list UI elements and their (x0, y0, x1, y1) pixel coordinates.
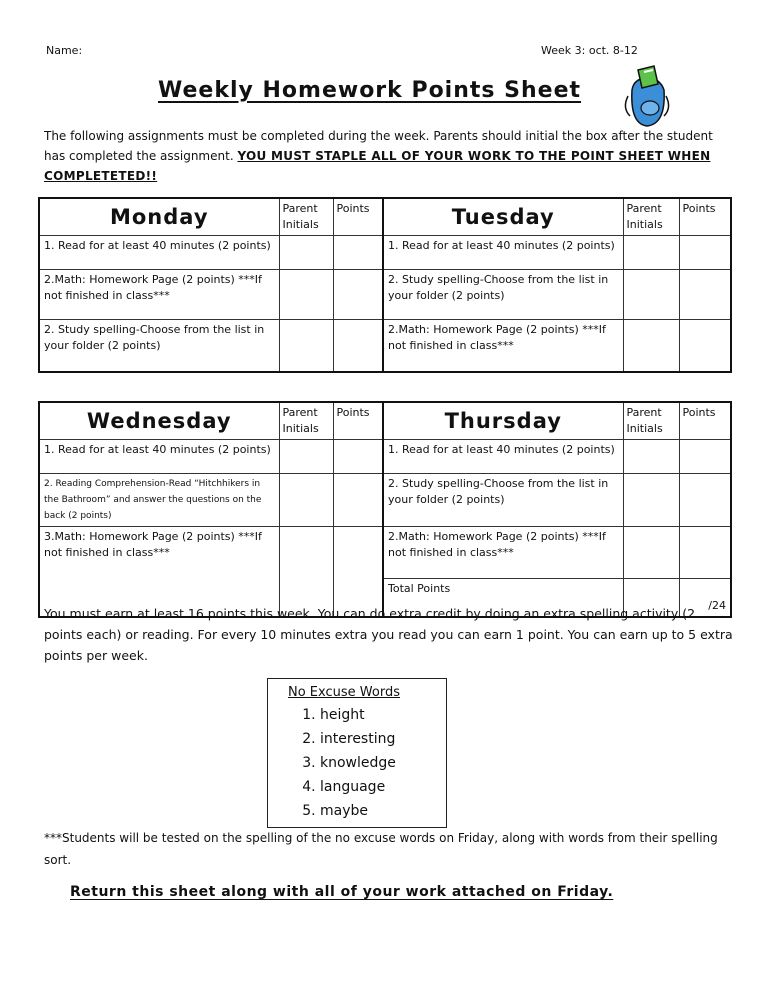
points-box[interactable] (333, 474, 383, 527)
initials-box[interactable] (279, 440, 333, 474)
task-cell: 3.Math: Homework Page (2 points) ***If not finished in class*** (39, 527, 279, 617)
initials-box[interactable] (279, 320, 333, 372)
points-box[interactable] (679, 236, 731, 270)
backpack-icon (620, 64, 674, 128)
task-cell: 1. Read for at least 40 minutes (2 points) (39, 440, 279, 474)
points-box[interactable] (333, 236, 383, 270)
points-box[interactable] (679, 270, 731, 320)
no-excuse-words-box (267, 678, 447, 828)
column-parent-initials: Parent Initials (623, 402, 679, 440)
spelling-test-note: ***Students will be tested on the spelling of the no excuse words on Friday, along with words from their spelling sort. (44, 831, 718, 867)
initials-box[interactable] (279, 236, 333, 270)
list-item: 4. language (320, 775, 396, 799)
no-excuse-words-title: No Excuse Words (288, 685, 400, 700)
task-cell: 2. Study spelling-Choose from the list in your folder (2 points) (383, 270, 623, 320)
column-points: Points (333, 198, 383, 236)
task-cell: 2.Math: Homework Page (2 points) ***If not finished in class*** (383, 320, 623, 372)
initials-box[interactable] (623, 527, 679, 579)
return-sheet-footer: Return this sheet along with all of your work attached on Friday. (70, 884, 614, 900)
list-item: 1. height (320, 703, 396, 727)
column-points: Points (333, 402, 383, 440)
initials-box[interactable] (279, 474, 333, 527)
task-cell: 1. Read for at least 40 minutes (2 points) (39, 236, 279, 270)
no-excuse-words-list (268, 703, 396, 823)
points-box[interactable] (333, 270, 383, 320)
task-cell: 2. Reading Comprehension-Read “Hitchhikers in the Bathroom” and answer the questions on the back (2 points) (39, 474, 279, 527)
task-cell: 1. Read for at least 40 minutes (2 points) (383, 236, 623, 270)
list-item: 3. knowledge (320, 751, 396, 775)
task-cell: 2.Math: Homework Page (2 points) ***If not finished in class*** (39, 270, 279, 320)
initials-box[interactable] (623, 440, 679, 474)
list-item: 5. maybe (320, 799, 396, 823)
monday-tuesday-table (38, 197, 732, 373)
points-box[interactable] (679, 527, 731, 579)
wednesday-thursday-table (38, 401, 732, 618)
points-box[interactable] (333, 440, 383, 474)
task-cell: 2. Study spelling-Choose from the list in your folder (2 points) (383, 474, 623, 527)
intro-text: The following assignments must be completed during the week. Parents should initial the box after the student has completed the assignment. (44, 129, 713, 163)
monday-heading: Monday (39, 198, 279, 236)
task-cell: 1. Read for at least 40 minutes (2 points) (383, 440, 623, 474)
list-item: 2. interesting (320, 727, 396, 751)
initials-box[interactable] (623, 320, 679, 372)
column-parent-initials: Parent Initials (623, 198, 679, 236)
column-parent-initials: Parent Initials (279, 402, 333, 440)
initials-box[interactable] (623, 474, 679, 527)
wednesday-heading: Wednesday (39, 402, 279, 440)
tuesday-heading: Tuesday (383, 198, 623, 236)
page-title: Weekly Homework Points Sheet (158, 78, 582, 103)
initials-box[interactable] (623, 270, 679, 320)
points-box[interactable] (679, 474, 731, 527)
intro-paragraph (44, 126, 724, 186)
intro-caps: YOU MUST STAPLE ALL OF YOUR WORK TO THE POINT SHEET WHEN COMPLETETED!! (44, 149, 711, 183)
week-label: Week 3: oct. 8-12 (541, 44, 638, 57)
points-box[interactable] (679, 440, 731, 474)
total-points-value[interactable]: /24 (679, 579, 731, 617)
initials-box[interactable] (279, 270, 333, 320)
name-label: Name: (46, 44, 83, 57)
initials-box[interactable] (623, 236, 679, 270)
task-cell: 2.Math: Homework Page (2 points) ***If not finished in class*** (383, 527, 623, 579)
thursday-heading: Thursday (383, 402, 623, 440)
points-box[interactable] (679, 320, 731, 372)
extra-credit-paragraph: You must earn at least 16 points this week. You can do extra credit by doing an extra spelling activity (2 points each) or reading. For every 10 minutes extra you read you can earn 1 point. You can earn up to 5 extra points per week. (44, 606, 733, 663)
column-parent-initials: Parent Initials (279, 198, 333, 236)
column-points: Points (679, 198, 731, 236)
task-cell: 2. Study spelling-Choose from the list in your folder (2 points) (39, 320, 279, 372)
column-points: Points (679, 402, 731, 440)
total-points-label: Total Points (383, 579, 623, 617)
points-box[interactable] (333, 320, 383, 372)
